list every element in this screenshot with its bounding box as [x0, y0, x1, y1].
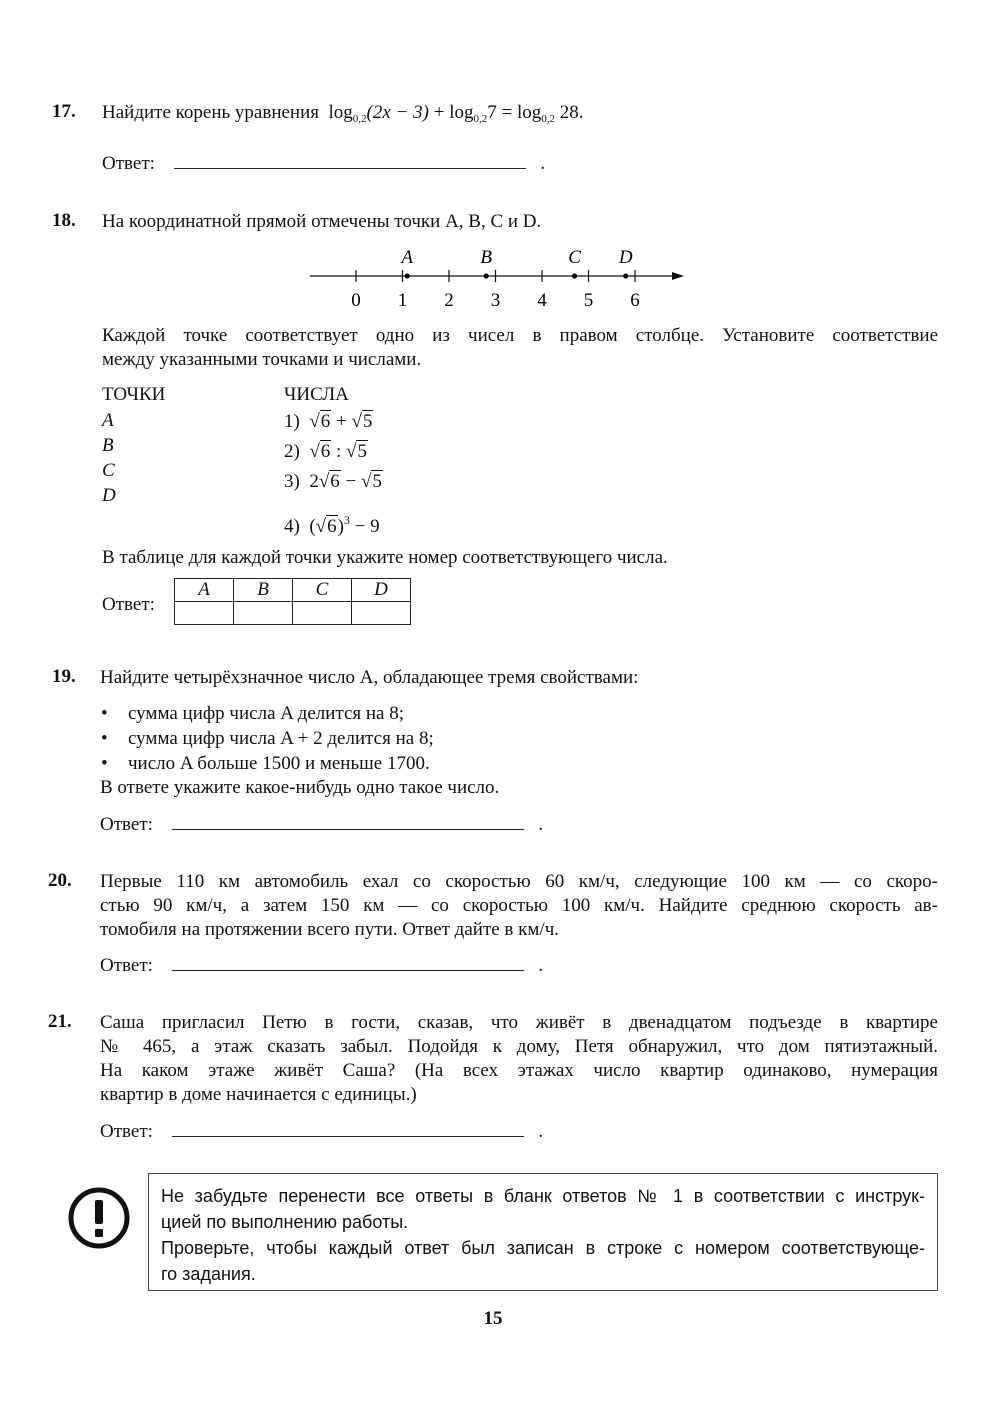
bullet-text: сумма цифр числа A делится на 8;: [128, 703, 405, 724]
option-4-number: 4): [284, 516, 300, 537]
answer-end: .: [540, 153, 546, 174]
notice-line-2: цией по выполнению работы.: [161, 1212, 409, 1232]
sqrt-icon: √5: [360, 471, 382, 492]
option-1-number: 1): [284, 411, 300, 432]
point-label-c: C: [568, 247, 581, 268]
operator: :: [336, 441, 342, 462]
q21-line-1: Саша пригласил Петю в гости, сказав, что живёт в двенадцатом подъезде в квартире: [100, 1012, 938, 1033]
notice-line-1: Не забудьте перенести все ответы в бланк ответов № 1 в соответствии с инструк-: [161, 1186, 925, 1206]
radicand: 6: [330, 471, 340, 492]
numbers-header: ЧИСЛА: [284, 384, 349, 405]
radicand: 5: [372, 471, 382, 492]
answer-label: Ответ:: [100, 955, 153, 976]
header-b: B: [234, 579, 293, 602]
q21-line-4: квартир в доме начинается с единицы.): [100, 1084, 417, 1105]
answer-row-20: [100, 954, 543, 978]
q20-line-3: томобиля на протяжении всего пути. Ответ дайте в км/ч.: [100, 919, 559, 940]
question-17-text: [102, 101, 583, 131]
answer-table-inputs: [175, 602, 411, 625]
answer-end: .: [538, 955, 544, 976]
sqrt-icon: √6: [318, 471, 340, 492]
point-marker-a: [405, 273, 410, 278]
answer-label: Ответ:: [102, 153, 155, 174]
answer-field-21[interactable]: [172, 1135, 524, 1137]
axis-tick-label-4: 4: [537, 290, 547, 311]
notice-line-3: Проверьте, чтобы каждый ответ был записан в строке с номером соответствующе-: [161, 1238, 925, 1258]
answer-end: .: [538, 1121, 544, 1142]
answer-field-17[interactable]: [174, 167, 526, 169]
radicand: 6: [320, 441, 331, 462]
answer-label-18: Ответ:: [102, 594, 155, 615]
points-header: ТОЧКИ: [102, 384, 166, 405]
point-a: A: [102, 410, 114, 431]
question-18-number: 18.: [52, 210, 76, 231]
bullet-text: число A больше 1500 и меньше 1700.: [128, 753, 430, 774]
equals-sign: =: [501, 102, 513, 123]
question-18-intro: На координатной прямой отмечены точки A, B, C и D.: [102, 211, 542, 232]
radicand: 5: [362, 411, 373, 432]
header-a: A: [175, 579, 234, 602]
option-1: [284, 410, 373, 434]
log-2: log: [449, 102, 474, 123]
answer-row-19: [100, 813, 543, 837]
answer-field-20[interactable]: [172, 969, 524, 971]
page-number: 15: [483, 1308, 503, 1329]
log-arg-1: (2x − 3): [366, 102, 429, 123]
axis-point-labels: [399, 247, 632, 268]
log-base-3: 0,2: [541, 113, 555, 125]
operator: −: [345, 471, 357, 492]
option-2-number: 2): [284, 441, 300, 462]
option-3: [284, 470, 383, 494]
answer-cell-c[interactable]: [293, 602, 352, 625]
answer-end: .: [538, 814, 544, 835]
question-21-text: [100, 1011, 938, 1107]
operator: +: [336, 411, 347, 432]
answer-row-21: [100, 1120, 543, 1144]
answer-table-header: [175, 579, 411, 602]
question-18-description: [102, 324, 938, 372]
axis-tick-label-5: 5: [583, 290, 594, 311]
axis-arrow: [672, 272, 684, 280]
axis-tick-label-2: 2: [444, 290, 454, 311]
question-19-bullet-3: [128, 752, 430, 776]
sqrt-icon: √6: [315, 516, 337, 537]
log-base-2: 0,2: [473, 113, 488, 125]
log-arg-3: 28: [559, 102, 579, 123]
point-label-d: D: [618, 247, 633, 268]
q20-line-2: стью 90 км/ч, а затем 150 км — со скоростью 100 км/ч. Найдите среднюю скорость ав-: [100, 895, 938, 916]
point-b: B: [102, 435, 114, 456]
point-d: D: [102, 485, 116, 506]
coefficient: 2: [309, 471, 319, 492]
q20-line-1: Первые 110 км автомобиль ехал со скоростью 60 км/ч, следующие 100 км — со скоро-: [100, 871, 938, 892]
sqrt-icon: √5: [351, 411, 373, 432]
log-arg-2: 7: [487, 102, 497, 123]
equation: [329, 102, 584, 123]
question-17-number: 17.: [52, 101, 76, 122]
log-base-1: 0,2: [352, 113, 367, 125]
header-c: C: [293, 579, 352, 602]
number-line: [300, 240, 700, 320]
q21-line-3: На каком этаже живёт Саша? (На всех этажах число квартир одинаково, нумерация: [100, 1060, 938, 1081]
sqrt-icon: √5: [346, 441, 367, 462]
point-label-b: B: [480, 247, 493, 268]
point-marker-d: [623, 273, 628, 278]
question-19-outro: В ответе укажите какое-нибудь одно такое число.: [100, 777, 500, 798]
question-19-number: 19.: [52, 666, 76, 687]
axis-tick-label-3: 3: [490, 290, 501, 311]
exponent: 3: [343, 513, 350, 527]
notice-line-4: го задания.: [161, 1264, 256, 1284]
axis-tick-label-6: 6: [630, 290, 640, 311]
point-c: C: [102, 460, 115, 481]
point-marker-b: [484, 273, 489, 278]
plus-sign: +: [433, 102, 445, 123]
axis-tick-label-0: 0: [351, 290, 361, 311]
axis-tick-label-1: 1: [397, 290, 408, 311]
radicand: 5: [357, 441, 367, 462]
equation-end: .: [578, 102, 584, 123]
notice-box: [148, 1173, 938, 1291]
log-3: log: [516, 102, 542, 123]
question-19-intro: Найдите четырёхзначное число A, обладающее тремя свойствами:: [100, 667, 639, 688]
answer-cell-b[interactable]: [234, 602, 293, 625]
option-4-tail: − 9: [354, 516, 380, 537]
radicand: 6: [320, 411, 331, 432]
answer-field-19[interactable]: [172, 828, 524, 830]
description-line-1: Каждой точке соответствует одно из чисел в правом столбце. Установите соответствие: [102, 325, 938, 346]
log-1: log: [328, 102, 353, 123]
question-21-number: 21.: [48, 1011, 72, 1032]
point-marker-c: [572, 273, 577, 278]
sqrt-icon: √6: [309, 411, 331, 432]
answer-label: Ответ:: [100, 1121, 153, 1142]
question-20-number: 20.: [48, 870, 72, 891]
exclamation-icon: [66, 1185, 132, 1251]
option-2: [284, 440, 368, 464]
answer-cell-a[interactable]: [175, 602, 234, 625]
option-3-number: 3): [284, 471, 300, 492]
q21-line-2: № 465, а этаж сказать забыл. Подойдя к дому, Петя обнаружил, что дом пятиэтажный.: [100, 1036, 938, 1057]
answer-row-17: [102, 152, 545, 176]
question-17-prompt: Найдите корень уравнения: [102, 102, 320, 123]
radicand: 6: [327, 516, 337, 537]
point-label-a: A: [401, 247, 413, 268]
header-d: D: [352, 579, 411, 602]
answer-label: Ответ:: [100, 814, 153, 835]
question-20-text: [100, 870, 938, 942]
description-line-2: между указанными точками и числами.: [102, 349, 422, 370]
answer-cell-d[interactable]: [352, 602, 411, 625]
table-instruction: В таблице для каждой точки укажите номер соответствующего числа.: [102, 547, 668, 568]
question-19-bullet-1: [128, 702, 404, 726]
question-19-bullet-2: [128, 727, 434, 751]
axis-tick-labels: [351, 290, 640, 311]
bullet-text: сумма цифр числа A + 2 делится на 8;: [128, 728, 434, 749]
answer-table-18: [174, 578, 411, 625]
option-4: 4) $(√6)^3 - 9$: [284, 513, 380, 537]
sqrt-icon: √6: [309, 441, 331, 462]
